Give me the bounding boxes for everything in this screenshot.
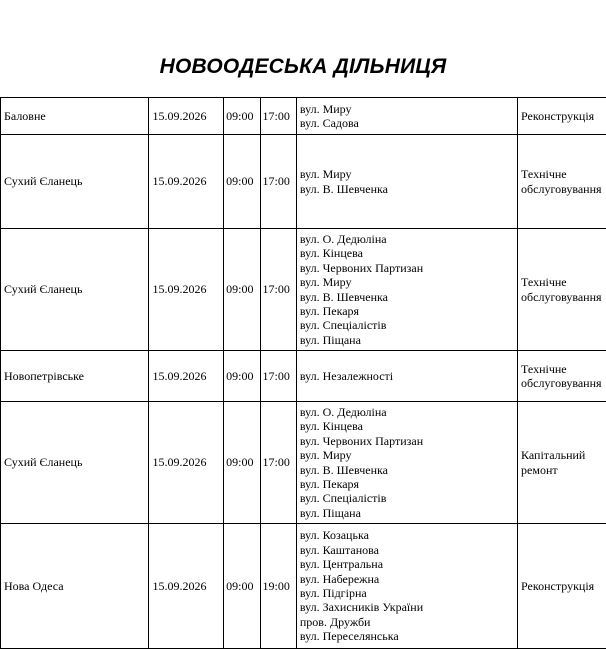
start-time-cell: 09:00	[224, 98, 260, 135]
street-name: вул. Центральна	[300, 557, 514, 571]
work-type-cell: Технічне обслуговування	[518, 351, 606, 402]
street-name: вул. Незалежності	[300, 369, 514, 383]
streets-cell	[296, 135, 517, 229]
streets-cell	[296, 402, 517, 524]
street-name: вул. Миру	[300, 448, 514, 462]
street-name: вул. О. Дедюліна	[300, 232, 514, 246]
end-time-cell: 17:00	[260, 229, 296, 351]
settlement-cell: Сухий Єланець	[1, 229, 149, 351]
street-name: вул. Козацька	[300, 528, 514, 542]
page-title: НОВООДЕСЬКА ДІЛЬНИЦЯ	[0, 55, 606, 79]
street-name: вул. Каштанова	[300, 543, 514, 557]
street-name: вул. Кінцева	[300, 246, 514, 260]
outage-schedule-table	[0, 97, 606, 649]
date-cell: 15.09.2026	[149, 524, 224, 649]
table-row	[1, 229, 606, 351]
table-row	[1, 98, 606, 135]
street-name: вул. Садова	[300, 116, 514, 130]
work-type-cell: Технічне обслуговування	[518, 229, 606, 351]
street-name: вул. Набережна	[300, 572, 514, 586]
street-name: вул. Піщана	[300, 333, 514, 347]
date-cell: 15.09.2026	[149, 98, 224, 135]
end-time-cell: 19:00	[260, 524, 296, 649]
end-time-cell: 17:00	[260, 402, 296, 524]
settlement-cell: Нова Одеса	[1, 524, 149, 649]
street-name: вул. Спеціалістів	[300, 491, 514, 505]
start-time-cell: 09:00	[224, 229, 260, 351]
table-row	[1, 524, 606, 649]
street-name: вул. Пекаря	[300, 304, 514, 318]
end-time-cell: 17:00	[260, 135, 296, 229]
street-name: вул. Пекаря	[300, 477, 514, 491]
work-type-cell: Реконструкція	[518, 98, 606, 135]
street-name: вул. Миру	[300, 275, 514, 289]
settlement-cell: Сухий Єланець	[1, 402, 149, 524]
streets-cell	[296, 351, 517, 402]
date-cell: 15.09.2026	[149, 402, 224, 524]
street-name: вул. В. Шевченка	[300, 463, 514, 477]
table-row	[1, 351, 606, 402]
street-name: вул. Миру	[300, 167, 514, 181]
end-time-cell: 17:00	[260, 351, 296, 402]
street-name: вул. В. Шевченка	[300, 290, 514, 304]
settlement-cell: Баловне	[1, 98, 149, 135]
street-name: вул. Захисників України	[300, 600, 514, 614]
street-name: вул. Підгірна	[300, 586, 514, 600]
street-name: вул. Червоних Партизан	[300, 261, 514, 275]
street-name: вул. Переселянська	[300, 629, 514, 643]
street-name: вул. Спеціалістів	[300, 318, 514, 332]
date-cell: 15.09.2026	[149, 229, 224, 351]
streets-cell	[296, 524, 517, 649]
street-name: вул. Червоних Партизан	[300, 434, 514, 448]
streets-cell	[296, 98, 517, 135]
start-time-cell: 09:00	[224, 524, 260, 649]
date-cell: 15.09.2026	[149, 135, 224, 229]
start-time-cell: 09:00	[224, 402, 260, 524]
work-type-cell: Реконструкція	[518, 524, 606, 649]
table-row	[1, 402, 606, 524]
street-name: вул. Кінцева	[300, 419, 514, 433]
work-type-cell: Капітальний ремонт	[518, 402, 606, 524]
start-time-cell: 09:00	[224, 351, 260, 402]
streets-cell	[296, 229, 517, 351]
start-time-cell: 09:00	[224, 135, 260, 229]
street-name: вул. В. Шевченка	[300, 182, 514, 196]
settlement-cell: Новопетрівське	[1, 351, 149, 402]
street-name: вул. Миру	[300, 102, 514, 116]
street-name: вул. О. Дедюліна	[300, 405, 514, 419]
settlement-cell: Сухий Єланець	[1, 135, 149, 229]
work-type-cell: Технічне обслуговування	[518, 135, 606, 229]
street-name: пров. Дружби	[300, 615, 514, 629]
end-time-cell: 17:00	[260, 98, 296, 135]
street-name: вул. Піщана	[300, 506, 514, 520]
date-cell: 15.09.2026	[149, 351, 224, 402]
table-row	[1, 135, 606, 229]
